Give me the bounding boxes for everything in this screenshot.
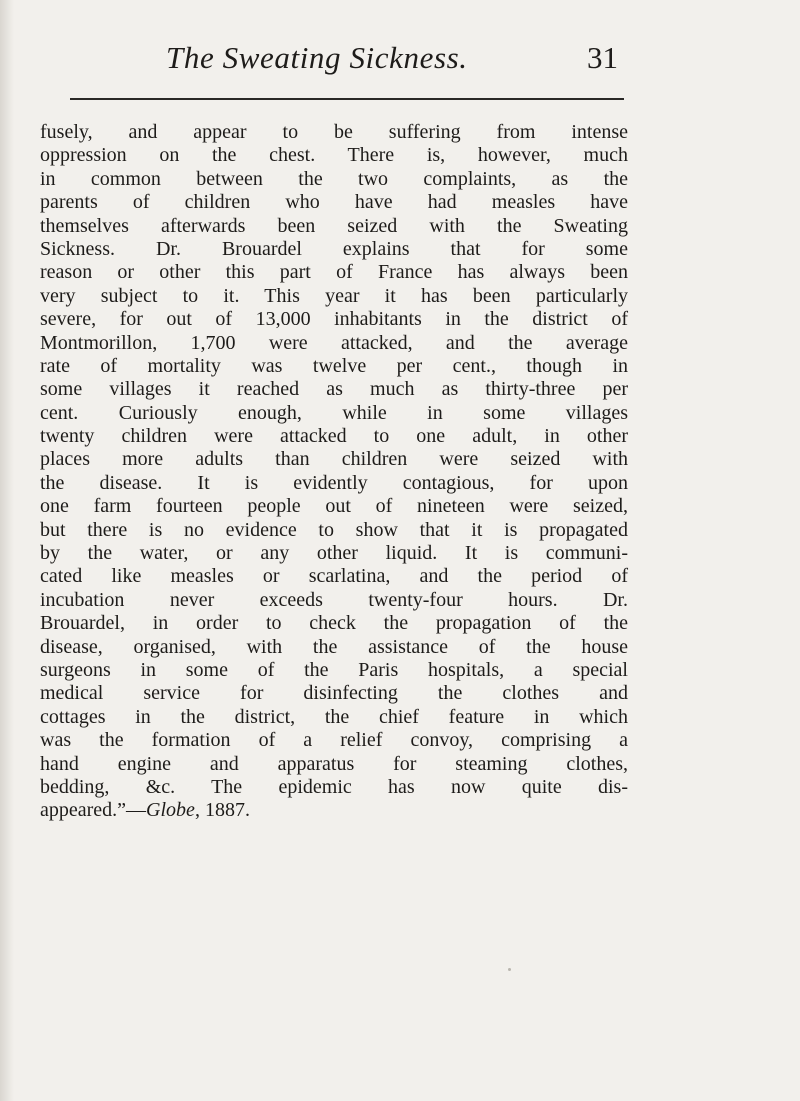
text-line: cent. Curiously enough, while in some villages <box>40 401 628 424</box>
running-header <box>40 40 618 88</box>
text-line: the disease. It is evidently contagious, for upon <box>40 471 628 494</box>
text-line: surgeons in some of the Paris hospitals, a special <box>40 658 628 681</box>
text-line: parents of children who have had measles have <box>40 191 628 214</box>
source-year: , 1887. <box>194 799 250 822</box>
text-line: places more adults than children were seized with <box>40 448 628 471</box>
text-line: by the water, or any other liquid. It is communi- <box>40 542 628 565</box>
text-line: Brouardel, in order to check the propagation of the <box>40 612 628 635</box>
text-line: some villages it reached as much as thirty-three per <box>40 378 628 401</box>
text-line: severe, for out of 13,000 inhabitants in the district of <box>40 308 628 331</box>
page-number: 31 <box>587 40 618 75</box>
text-line: fusely, and appear to be suffering from intense <box>40 121 628 143</box>
text-line: very subject to it. This year it has been particularly <box>40 284 628 307</box>
text-line: cated like measles or scarlatina, and the period of <box>40 565 628 588</box>
text-line: hand engine and apparatus for steaming clothes, <box>40 752 628 775</box>
paper-speck <box>508 968 511 971</box>
body-paragraph <box>40 121 628 823</box>
text-line: one farm fourteen people out of nineteen were seized, <box>40 495 628 518</box>
header-rule <box>70 98 624 100</box>
text-line: oppression on the chest. There is, however, much <box>40 144 628 167</box>
text-line: cottages in the district, the chief feature in which <box>40 705 628 728</box>
source-citation: Globe <box>146 799 195 822</box>
text-line: was the formation of a relief convoy, comprising a <box>40 729 628 752</box>
text-line: twenty children were attacked to one adult, in other <box>40 425 628 448</box>
page-gutter-shadow <box>0 0 14 1101</box>
text-line: incubation never exceeds twenty-four hours. Dr. <box>40 588 628 611</box>
running-title: The Sweating Sickness. <box>166 40 468 75</box>
text-line: Montmorillon, 1,700 were attacked, and the average <box>40 331 628 354</box>
text-line: medical service for disinfecting the clothes and <box>40 682 628 705</box>
text-line: rate of mortality was twelve per cent., though in <box>40 354 628 377</box>
text-line: disease, organised, with the assistance of the house <box>40 635 628 658</box>
text-line-final <box>40 799 628 822</box>
text-line: Sickness. Dr. Brouardel explains that for some <box>40 237 628 260</box>
closing-text: appeared.”— <box>40 799 147 822</box>
text-line: bedding, &c. The epidemic has now quite dis- <box>40 775 628 798</box>
text-line: in common between the two complaints, as the <box>40 167 628 190</box>
text-line: reason or other this part of France has always been <box>40 261 628 284</box>
text-line: themselves afterwards been seized with the Sweating <box>40 214 628 237</box>
text-line: but there is no evidence to show that it is propagated <box>40 518 628 541</box>
